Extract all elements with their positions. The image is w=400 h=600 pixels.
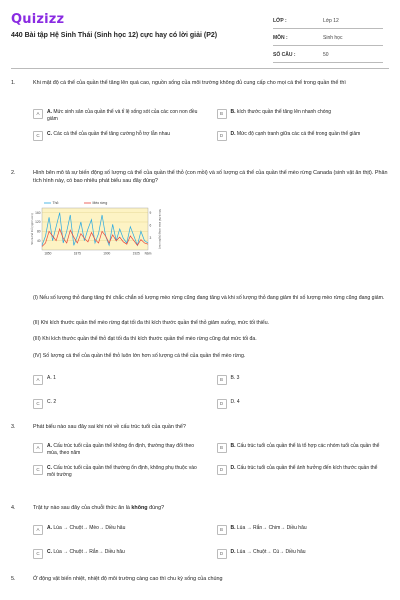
option-badge: C: [33, 465, 43, 475]
option-c[interactable]: C C. Cấu trúc tuổi của quần thể thường ổn định, không phụ thuộc vào môi trường: [33, 464, 205, 480]
option-a[interactable]: A A. Lúa → Chuột→ Mèo→ Diều hâu: [33, 524, 205, 540]
question-1: [11, 80, 389, 88]
options-q1: [33, 108, 388, 146]
question-2: [11, 170, 389, 186]
statement-1: (I) Nếu số lượng thỏ đang tăng thì chắc chắn số lượng mèo rừng cũng đang tăng và khi số lượng thỏ đang giảm thì số lượng mèo rừng cũng đang giảm.: [33, 295, 385, 301]
option-badge: B: [217, 375, 227, 385]
x-tick-label: 1900: [103, 251, 111, 256]
y-tick-label: 120: [35, 220, 41, 225]
y2-tick-label: 3: [149, 235, 152, 240]
question-text: Khi mật độ cá thể của quần thể tăng lên quá cao, nguồn sống của môi trường không đủ cung cấp cho mọi cá thể trong quần thể thì: [33, 80, 346, 86]
option-badge: B: [217, 443, 227, 453]
meta-value: 50: [323, 52, 329, 58]
options-q3: [33, 442, 388, 480]
y-tick-label: 160: [35, 210, 41, 215]
statement-4: (IV) Số lượng cá thể của quần thể thỏ luôn lớn hơn số lượng cá thể của quần thể mèo rừng.: [33, 353, 246, 359]
question-number: 2.: [11, 170, 16, 176]
question-number: 3.: [11, 424, 16, 430]
meta-key: SỐ CÂU :: [273, 52, 296, 58]
option-badge: C: [33, 131, 43, 141]
option-badge: D: [217, 131, 227, 141]
question-text: Hình bên mô tả sự biến động số lượng cá thể của quần thể thỏ (con mồi) và số lượng cá thể của quần thể mèo rừng Canada (sinh vật ăn thịt). Phân tích hình này, có bao nhiêu phát biểu sau đây đúng?: [33, 170, 388, 184]
y2-tick-label: 9: [149, 210, 152, 215]
option-a[interactable]: A A. 1: [33, 374, 205, 390]
question-number: 4.: [11, 505, 16, 511]
option-c[interactable]: C C. 2: [33, 398, 205, 414]
option-badge: D: [217, 465, 227, 475]
option-b[interactable]: B B. 3: [217, 374, 389, 390]
option-d[interactable]: D D. Cấu trúc tuổi của quần thể ảnh hưởng đến kích thước quần thể: [217, 464, 389, 480]
page-title: 440 Bài tập Hệ Sinh Thái (Sinh học 12) cực hay có lời giải (P2): [11, 32, 218, 39]
option-badge: A: [33, 375, 43, 385]
option-a[interactable]: A A. Cấu trúc tuổi của quần thể không ổn định, thường thay đổi theo mùa, theo năm: [33, 442, 205, 458]
meta-row-subject: [273, 31, 383, 46]
meta-value: Sinh học: [323, 35, 343, 41]
y2-tick-label: 6: [149, 223, 152, 228]
legend-label: Thỏ: [52, 201, 59, 206]
option-d[interactable]: D D. Lúa → Chuột→ Cú→ Diều hâu: [217, 548, 389, 564]
x-tick-label: 1875: [73, 251, 81, 256]
option-badge: B: [217, 525, 227, 535]
y2-axis-label: Số cá thể mèo rừng (nghìn con): [158, 209, 162, 249]
option-badge: C: [33, 549, 43, 559]
header-divider: [11, 68, 389, 69]
population-chart-svg: [30, 198, 170, 260]
question-text: Phát biểu nào sau đây sai khi nói về cấu trúc tuổi của quần thể?: [33, 424, 186, 430]
question-3: [11, 424, 389, 432]
population-chart: [30, 198, 170, 260]
question-4: [11, 505, 389, 513]
quizizz-logo: Quizizz: [11, 12, 65, 27]
legend-label: Mèo rừng: [92, 201, 108, 206]
option-badge: A: [33, 109, 43, 119]
y-tick-label: 40: [36, 238, 41, 243]
option-a[interactable]: A A. Mức sinh sản của quần thể và tỉ lệ sống sót của các con non đều giảm: [33, 108, 205, 124]
options-q2: [33, 374, 388, 414]
question-number: 5.: [11, 576, 16, 582]
y-tick-label: 80: [36, 229, 41, 234]
question-text: Trật tự nào sau đây của chuỗi thức ăn là không đúng?: [33, 505, 165, 511]
question-number: 1.: [11, 80, 16, 86]
meta-key: LỚP :: [273, 18, 287, 24]
statement-3: (III) Khi kích thước quần thể thỏ đạt tối đa thì kích thước quần thể mèo rừng cũng đạt mức tối đa.: [33, 336, 257, 342]
option-c[interactable]: C C. Các cá thể của quần thể tăng cường hỗ trợ lẫn nhau: [33, 130, 205, 146]
meta-row-class: [273, 14, 383, 29]
question-5: [11, 576, 389, 584]
option-d[interactable]: D D. 4: [217, 398, 389, 414]
option-badge: B: [217, 109, 227, 119]
option-badge: D: [217, 549, 227, 559]
option-c[interactable]: C C. Lúa → Chuột→ Rắn→ Diều hâu: [33, 548, 205, 564]
statement-2: (II) Khi kích thước quần thể mèo rừng đạt tối đa thì kích thước quần thể thỏ giảm xuống, mức tối thiểu.: [33, 320, 270, 326]
option-b[interactable]: B B. Lúa → Rắn→ Chim→ Diều hâu: [217, 524, 389, 540]
x-tick-label: 1925: [132, 251, 140, 256]
y-axis-label: Số cá thể thỏ (nghìn con): [30, 213, 34, 245]
option-b[interactable]: B B. kích thước quần thể tăng lên nhanh chóng: [217, 108, 389, 124]
options-q4: [33, 524, 388, 564]
option-badge: D: [217, 399, 227, 409]
meta-panel: [273, 14, 383, 65]
option-badge: C: [33, 399, 43, 409]
option-badge: A: [33, 525, 43, 535]
meta-key: MÔN :: [273, 35, 288, 41]
meta-value: Lớp 12: [323, 18, 339, 24]
meta-row-count: [273, 48, 383, 63]
option-badge: A: [33, 443, 43, 453]
option-d[interactable]: D D. Mức độ cạnh tranh giữa các cá thể trong quần thể giảm: [217, 130, 389, 146]
x-tick-label: 1850: [44, 251, 52, 256]
option-b[interactable]: B B. Cấu trúc tuổi của quần thể là tổ hợp các nhóm tuổi của quần thể: [217, 442, 389, 458]
question-text: Ở động vật biến nhiệt, nhiệt độ môi trường càng cao thì chu kỳ sống của chúng: [33, 576, 223, 582]
x-tick-label: Năm: [144, 251, 152, 256]
